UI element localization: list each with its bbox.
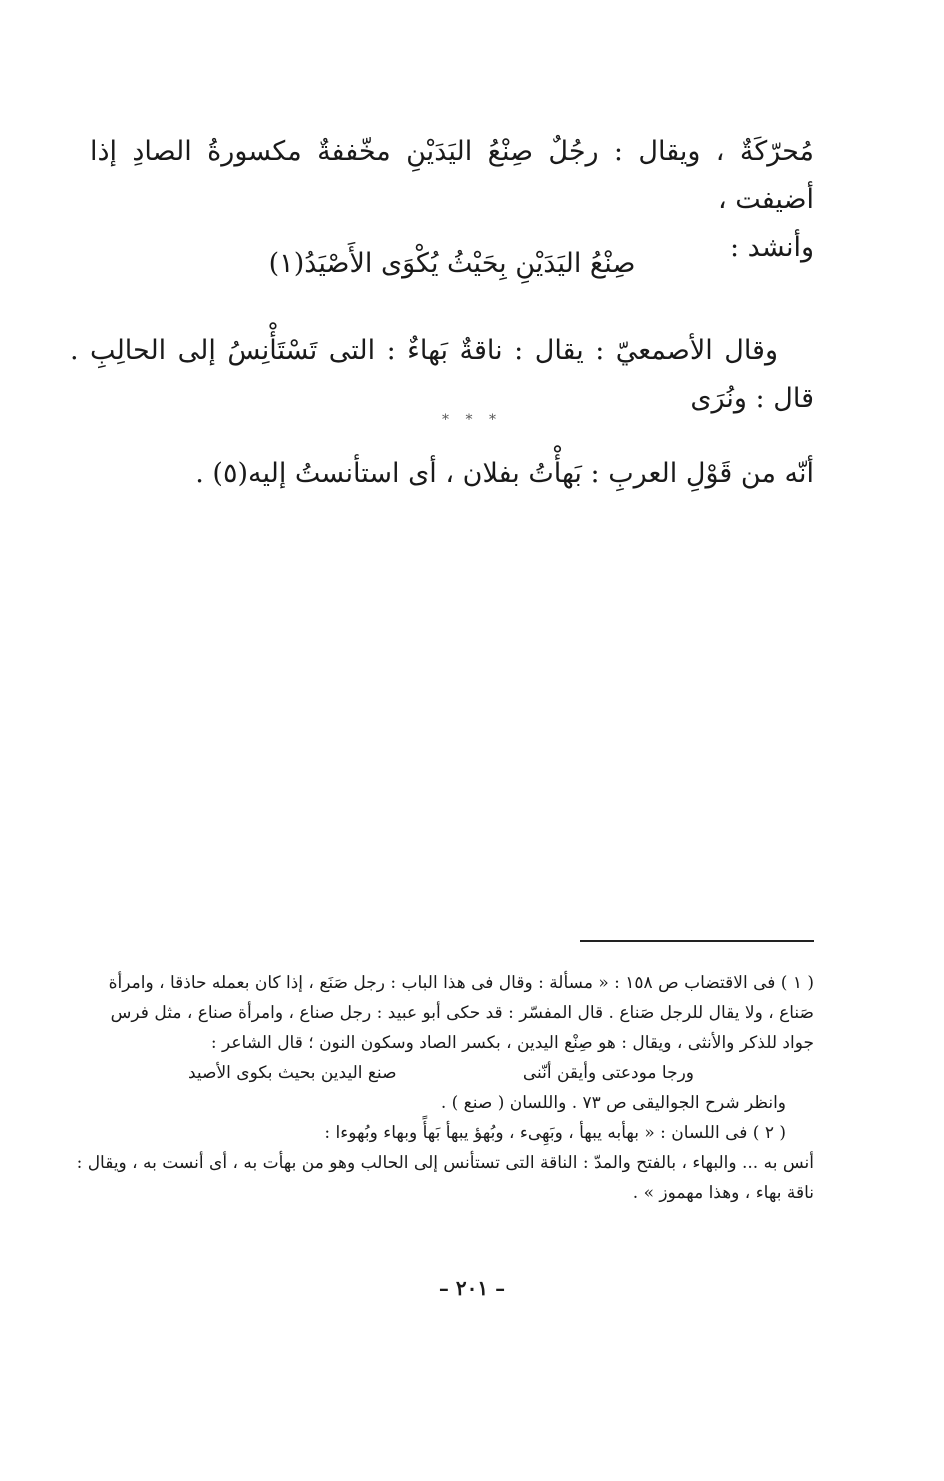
footnote-1-line-1: ( ١ ) فى الاقتضاب ص ١٥٨ : « مسألة : وقال فى هذا الباب : رجل صَنَع ، إذا كان بعمله حاذقا ، وامرأة	[108, 973, 814, 993]
page-number: – ٢٠١ –	[438, 1276, 506, 1300]
verse-line: صِنْعُ اليَدَيْنِ بِحَيْثُ يُكْوَى الأَصْيَدُ(١)	[268, 248, 636, 279]
main-line-2: وأنشد :	[730, 232, 814, 263]
paragraph-line-2: أنّه من قَوْلِ العربِ : بَهأْتُ بفلان ، أى استأنستُ إليه(٥) .	[195, 458, 814, 489]
footnote-divider	[580, 940, 814, 942]
footnote-2-line-3: ناقة بهاء ، وهذا مهموز » .	[632, 1183, 814, 1203]
poem-second-hemistich: صنع اليدين بحيث بكوى الأصيد	[188, 1063, 397, 1083]
footnote-1-line-5: وانظر شرح الجواليقى ص ٧٣ . واللسان ( صنع ) .	[440, 1093, 786, 1113]
footnote-2-line-1: ( ٢ ) فى اللسان : « بهأبه يبهأ ، وبَهِىء ، وبُهؤ يبهأ بَهأً وبهاء وبُهوءا :	[324, 1123, 786, 1143]
footnote-1-line-2: صَناع ، ولا يقال للرجل صَناع . قال المفسّر : قد حكى أبو عبيد : رجل صناع ، وامرأة صناع ، مثل فرس	[110, 1003, 814, 1023]
footnote-poem	[68, 1058, 814, 1088]
footnotes	[68, 968, 814, 1208]
footnote-1-line-3: جواد للذكر والأنثى ، ويقال : هو صِنْع اليدين ، بكسر الصاد وسكون النون ؛ قال الشاعر :	[210, 1033, 814, 1053]
main-line-1: مُحرّكَةٌ ، ويقال : رجُلٌ صِنْعُ اليَدَيْنِ مخّففةٌ مكسورةُ الصادِ إذا أضيفت ،	[90, 136, 814, 215]
poem-first-hemistich: ورجا مودعتى وأيقن أنّنى	[522, 1063, 694, 1083]
paragraph-line-1: وقال الأصمعيّ : يقال : ناقةٌ بَهاءٌ : التى تَسْتَأْنِسُ إلى الحالِبِ . قال : ونُرَى	[70, 335, 814, 414]
footnote-2-line-2: أنس به ... والبهاء ، بالفتح والمدّ : الناقة التى تستأنس إلى الحالب وهو من بهأت به ، أى أنست به ، ويقال :	[76, 1153, 814, 1173]
section-separator-stars: * * *	[442, 412, 502, 428]
